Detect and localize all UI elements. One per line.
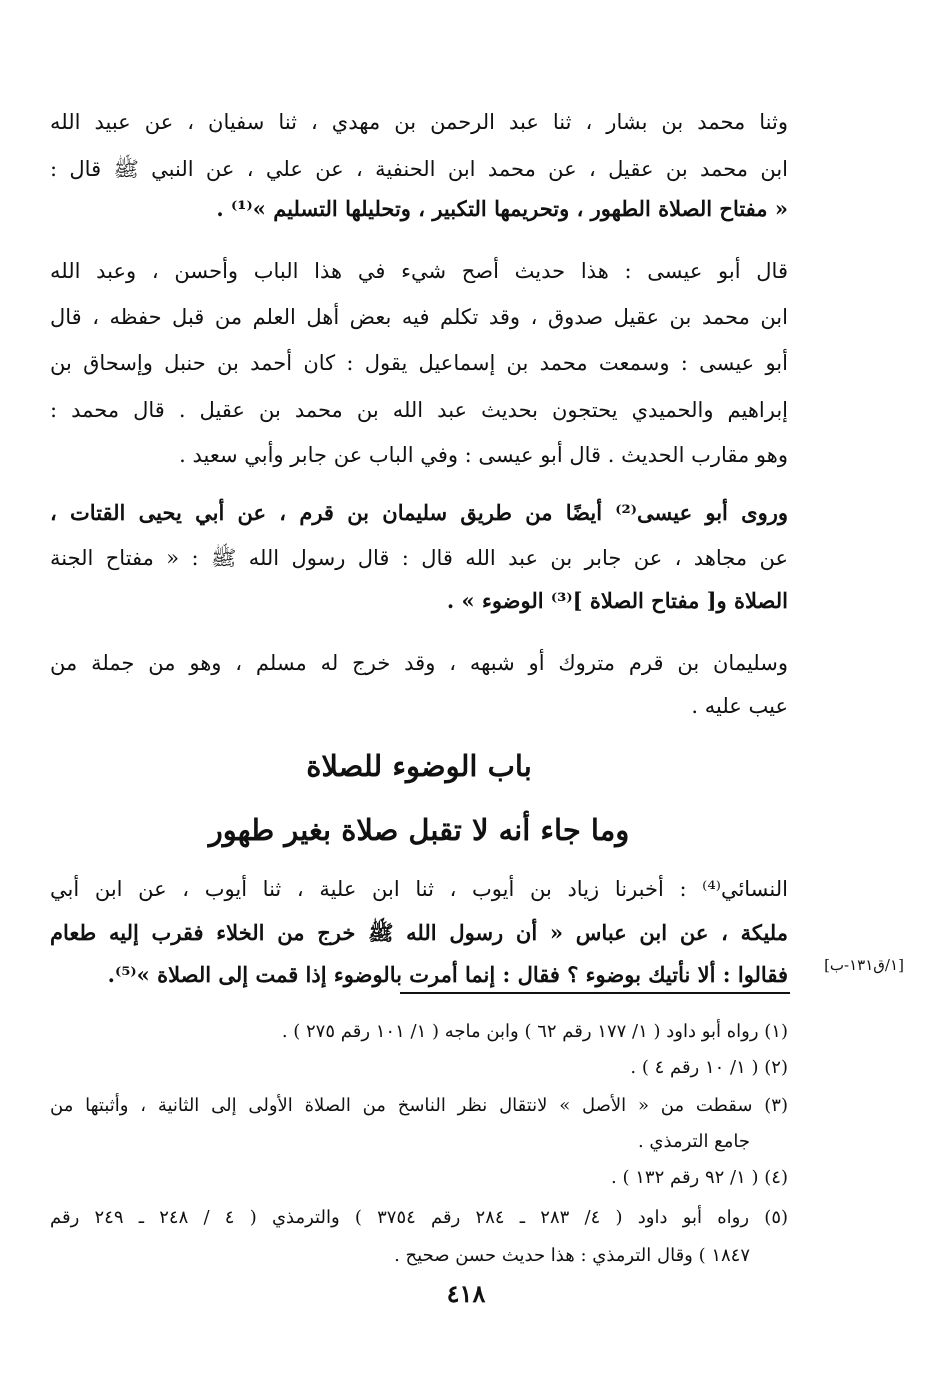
footnote: (٥) رواه أبو داود ( ٤/ ٢٨٣ ـ ٢٨٤ رقم ٣٧٥٤ ) والترمذي ( ٤ / ٢٤٨ ـ ٢٤٩ رقم — [50, 1207, 788, 1228]
footnote: (٢) ( ١/ ١٠ رقم ٤ ) . — [630, 1057, 788, 1078]
body-line: مليكة ، عن ابن عباس « أن رسول الله ﷺ خرج من الخلاء فقرب إليه طعام — [50, 920, 788, 945]
footnote: (٤) ( ١/ ٩٢ رقم ١٣٢ ) . — [611, 1167, 788, 1188]
footnote: (١) رواه أبو داود ( ١/ ١٧٧ رقم ٦٢ ) وابن ماجه ( ١/ ١٠١ رقم ٢٧٥ ) . — [281, 1021, 788, 1042]
body-line: فقالوا : ألا نأتيك بوضوء ؟ فقال : إنما أمرت بالوضوء إذا قمت إلى الصلاة »⁽⁵⁾. — [107, 962, 788, 987]
body-line: النسائي⁽⁴⁾ : أخبرنا زياد بن أيوب ، ثنا ابن علية ، ثنا أيوب ، عن ابن أبي — [50, 877, 788, 901]
body-line: وسليمان بن قرم متروك أو شبهه ، وقد خرج له مسلم ، وهو من جملة من — [50, 651, 788, 675]
page-number: ٤١٨ — [446, 1279, 486, 1308]
body-line: عن مجاهد ، عن جابر بن عبد الله قال : قال رسول الله ﷺ : « مفتاح الجنة — [50, 546, 788, 570]
body-line: وثنا محمد بن بشار ، ثنا عبد الرحمن بن مهدي ، ثنا سفيان ، عن عبيد الله — [50, 110, 788, 134]
footnote-continuation: ١٨٤٧ ) وقال الترمذي : هذا حديث حسن صحيح . — [394, 1245, 750, 1266]
body-line: وروى أبو عيسى⁽²⁾ أيضًا من طريق سليمان بن قرم ، عن أبي يحيى القتات ، — [50, 500, 788, 525]
body-line: « مفتاح الصلاة الطهور ، وتحريمها التكبير ، وتحليلها التسليم »⁽¹⁾ . — [216, 196, 788, 221]
footnote-separator — [400, 992, 790, 994]
body-line: إبراهيم والحميدي يحتجون بحديث عبد الله بن محمد بن عقيل . قال محمد : — [50, 398, 788, 422]
body-line: وهو مقارب الحديث . قال أبو عيسى : وفي الباب عن جابر وأبي سعيد . — [179, 443, 788, 467]
body-line: قال أبو عيسى : هذا حديث أصح شيء في هذا الباب وأحسن ، وعبد الله — [50, 259, 788, 283]
body-line: الصلاة و[ مفتاح الصلاة ]⁽³⁾ الوضوء » . — [446, 588, 788, 613]
footnote: (٣) سقطت من « الأصل » لانتقال نظر الناسخ من الصلاة الأولى إلى الثانية ، وأثبتها من — [50, 1095, 788, 1116]
manuscript-margin-note: [١/ق١٣١-ب] — [824, 956, 904, 974]
body-line: عيب عليه . — [691, 694, 788, 718]
section-heading: باب الوضوء للصلاة — [306, 749, 532, 783]
footnote-continuation: جامع الترمذي . — [637, 1131, 750, 1152]
body-line: أبو عيسى : وسمعت محمد بن إسماعيل يقول : كان أحمد بن حنبل وإسحاق بن — [50, 351, 788, 375]
body-line: ابن محمد بن عقيل صدوق ، وقد تكلم فيه بعض أهل العلم من قبل حفظه ، قال — [50, 305, 788, 329]
section-subheading: وما جاء أنه لا تقبل صلاة بغير طهور — [208, 813, 630, 847]
body-line: ابن محمد بن عقيل ، عن محمد ابن الحنفية ، عن علي ، عن النبي ﷺ قال : — [50, 157, 788, 181]
